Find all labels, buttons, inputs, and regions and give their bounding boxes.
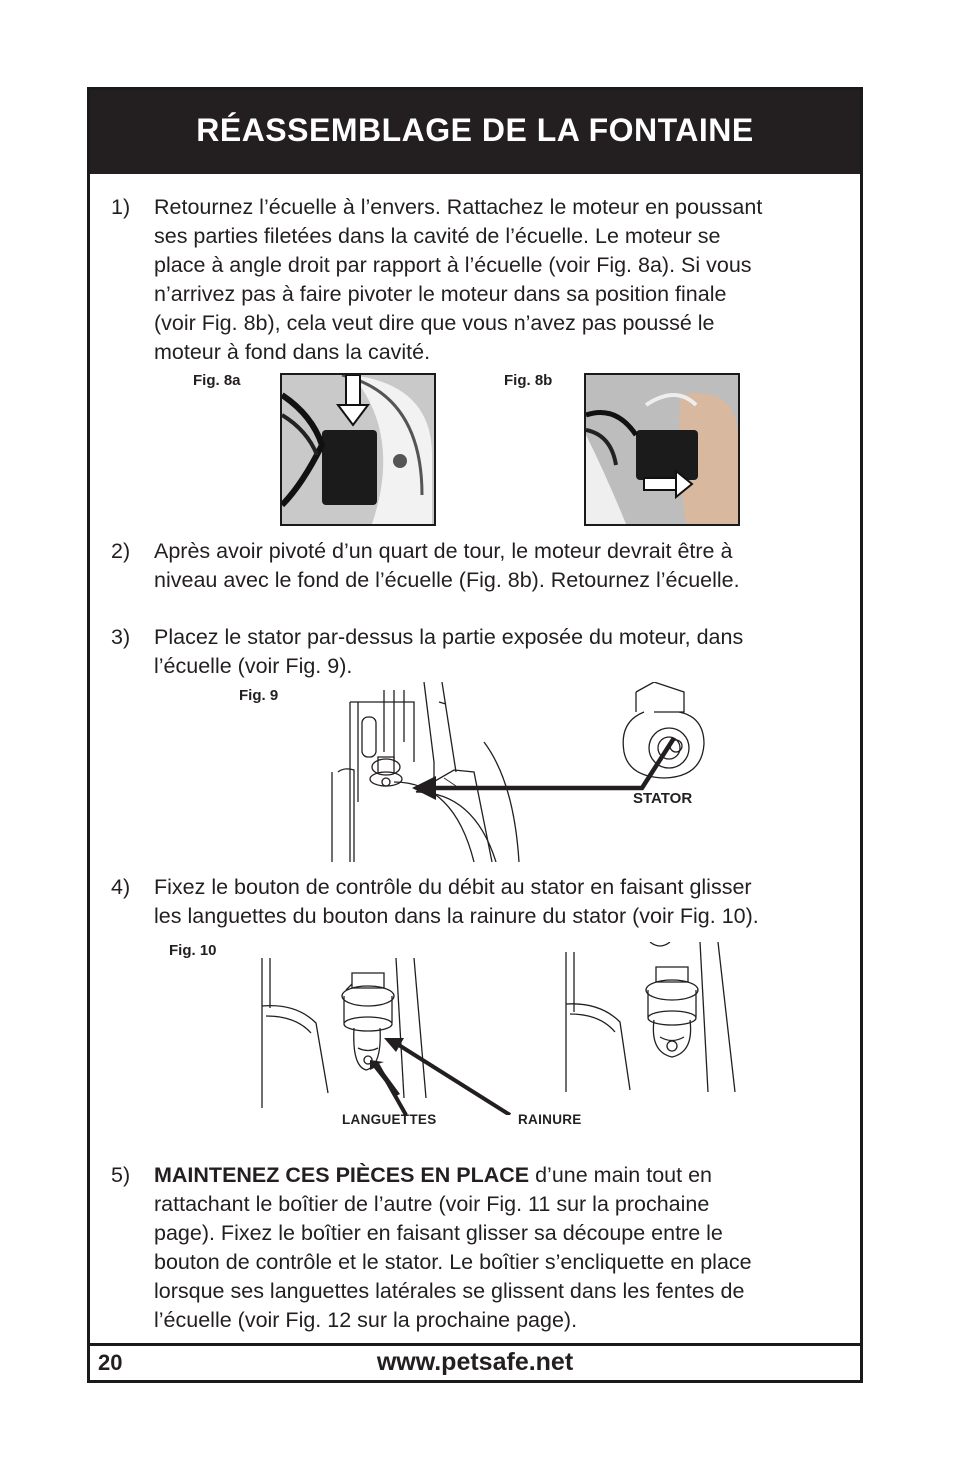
bold-lead: MAINTENEZ CES PIÈCES EN PLACE: [154, 1163, 530, 1187]
step-4: [111, 873, 851, 933]
step-number: 5): [111, 1163, 131, 1187]
text-line: Retournez l’écuelle à l’envers. Rattachez le moteur en poussant: [154, 195, 763, 219]
fig-8a-label: Fig. 8a: [193, 372, 241, 389]
page-title: RÉASSEMBLAGE DE LA FONTAINE: [196, 112, 754, 148]
footer-url[interactable]: www.petsafe.net: [376, 1348, 574, 1376]
step-text: [154, 623, 844, 681]
text-line: Placez le stator par-dessus la partie exposée du moteur, dans: [154, 625, 744, 649]
text-line: page). Fixez le boîtier en faisant glisser sa découpe entre le: [154, 1221, 723, 1245]
fig-8a-photo: [280, 373, 436, 526]
step-number: 2): [111, 539, 131, 563]
page-number: 20: [98, 1350, 123, 1375]
text-line: n’arrivez pas à faire pivoter le moteur dans sa position finale: [154, 282, 727, 306]
text-line: (voir Fig. 8b), cela veut dire que vous n’avez pas poussé le: [154, 311, 715, 335]
text-line: Fixez le bouton de contrôle du débit au stator en faisant glisser: [154, 875, 752, 899]
languettes-callout: LANGUETTES: [342, 1112, 437, 1127]
fig-10-callout-lines: [350, 1010, 520, 1115]
fig-8b-label: Fig. 8b: [504, 372, 553, 389]
step-text: [154, 873, 844, 931]
step-number: 4): [111, 875, 131, 899]
step-number: 1): [111, 195, 131, 219]
text-line: place à angle droit par rapport à l’écuelle (voir Fig. 8a). Si vous: [154, 253, 752, 277]
text-line: l’écuelle (voir Fig. 9).: [154, 654, 353, 678]
fig-9-label: Fig. 9: [239, 687, 279, 704]
page-frame: [87, 87, 863, 1383]
fig-10-label: Fig. 10: [169, 942, 217, 959]
text-line-rest: d’une main tout en: [529, 1163, 712, 1187]
step-1: [111, 193, 851, 369]
text-line: bouton de contrôle et le stator. Le boîtier s’encliquette en place: [154, 1250, 752, 1274]
text-line: moteur à fond dans la cavité.: [154, 340, 431, 364]
text-line: ses parties filetées dans la cavité de l’écuelle. Le moteur se: [154, 224, 721, 248]
step-3: [111, 623, 851, 683]
fig-8b-photo: [584, 373, 740, 526]
fig-10-right-drawing: [560, 942, 760, 1092]
step-text: [154, 1161, 844, 1335]
text-line: les languettes du bouton dans la rainure du stator (voir Fig. 10).: [154, 904, 759, 928]
text-line: [154, 1161, 844, 1190]
text-line: l’écuelle (voir Fig. 12 sur la prochaine page).: [154, 1308, 578, 1332]
rainure-callout: RAINURE: [518, 1112, 582, 1127]
text-line: Après avoir pivoté d’un quart de tour, le moteur devrait être à: [154, 539, 733, 563]
step-text: [154, 537, 844, 595]
text-line: niveau avec le fond de l’écuelle (Fig. 8b). Retournez l’écuelle.: [154, 568, 740, 592]
step-2: [111, 537, 851, 597]
step-number: 3): [111, 625, 131, 649]
stator-callout: STATOR: [633, 790, 693, 807]
fig-9-drawing: [324, 682, 734, 862]
step-text: [154, 193, 844, 367]
step-5: [111, 1161, 851, 1336]
header-bar: [90, 90, 860, 174]
text-line: lorsque ses languettes latérales se glissent dans les fentes de: [154, 1279, 745, 1303]
text-line: rattachant le boîtier de l’autre (voir Fig. 11 sur la prochaine: [154, 1192, 710, 1216]
footer-divider: [90, 1343, 860, 1346]
